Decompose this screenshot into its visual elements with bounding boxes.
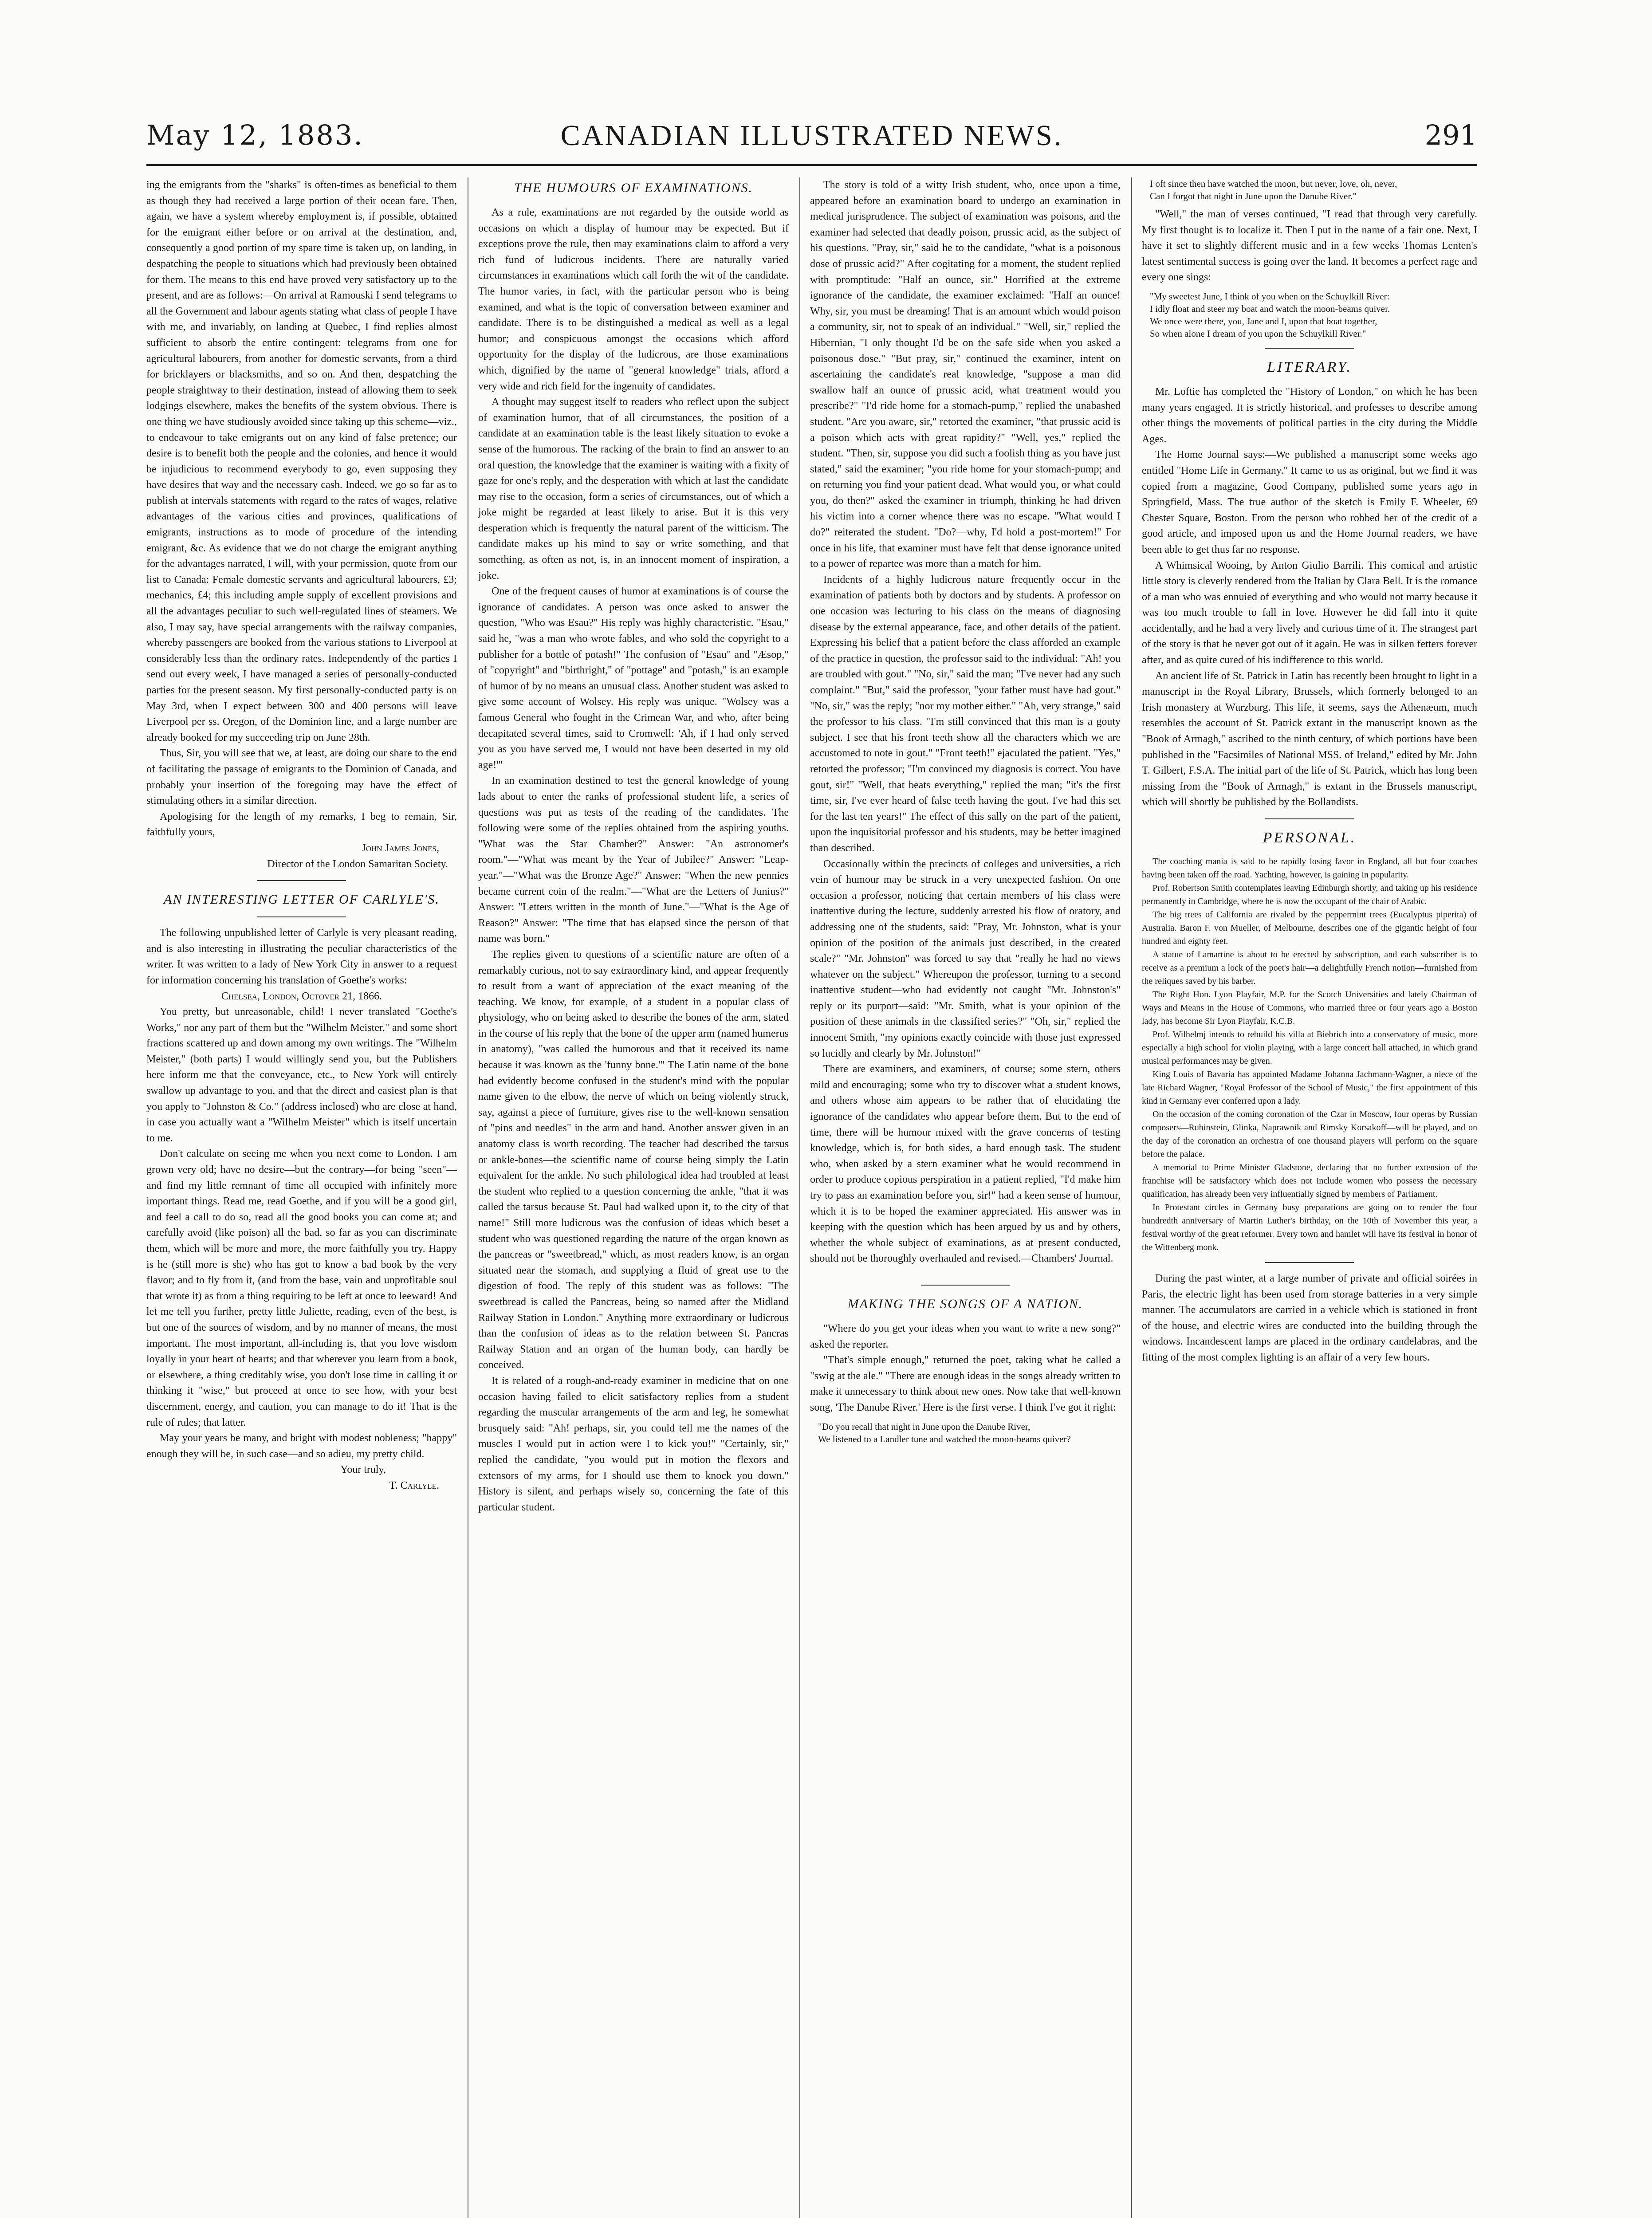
article-paragraph: ing the emigrants from the "sharks" is often-times as beneficial to them as though they had received a large portion of their ocean fare. Then, again, we have a system whereby employment is, if possible, obtained for the emigrant either before or on arrival at the destination, and, consequently a good portion of my spare time is taken up, on landing, in despatching the people to situations which had previously been obtained for them. The means to this end have proved very satisfactory up to the present, and are as follows:—On arrival at Ramouski I send telegrams to all the Government and labour agents stating what class of people I have with me, and invariably, on landing at Quebec, I find replies almost sufficient to absorb the entire contingent: telegrams from one for agricultural labourers, from another for domestic servants, from a third for bricklayers or blacksmiths, and so on. And then, despatching the people straightway to their destination, instead of allowing them to seek lodgings elsewhere, makes the benefits of the system obvious. There is one thing we have studiously avoided since taking up this scheme—viz., to endeavour to take emigrants out on any kind of false pretence; our desire is to benefit both the people and the colonies, and hence it would be injudicious to recommend everybody to go, even supposing they have desires that way and the necessary cash. Indeed, we go so far as to publish at intervals statements with regard to the rates of wages, relative advantages of the various cities and provinces, qualifications of emigrants, instructions as to mode of procedure of the intending emigrant, &c. As evidence that we do not charge the emigrant anything for the advantages narrated, I will, with your permission, quote from our list to Canada: Female domestic servants and agricultural labourers, £3; mechanics, £4; this including ample supply of excellent provisions and all the advantages peculiar to such well-regulated lines of steamers. We also, I may say, have special arrangements with the railway companies, whereby passengers are booked from the various stations to Liverpool at considerably less than the ordinary rates. Independently of the parties I send out every week, I have managed a series of personally-conducted parties for the present season. My first personally-conducted party is on May 3rd, when I expect between 300 and 400 persons will leave Liverpool per ss. Oregon, of the Dominion line, and a large number are already booked for my succeeding trip on June 28th.	[146, 179, 457, 743]
column-1	[146, 177, 457, 2218]
column-3	[810, 177, 1121, 2218]
section-divider	[1265, 1262, 1354, 1263]
article-heading: THE HUMOURS OF EXAMINATIONS.	[514, 181, 753, 195]
letter-dateline: Chelsea, London, Octover 21, 1866.	[221, 990, 382, 1002]
article-paragraph: "Where do you get your ideas when you want to write a new song?" asked the reporter.	[810, 1322, 1121, 1350]
article-paragraph: The replies given to questions of a scientific nature are often of a remarkably curious, not to say extraordinary kind, and appear frequently to result from a want of appreciation of the exact meaning of the teaching. We know, for example, of a student in a popular class of physiology, who on being asked to describe the bones of the arm, stated in the course of his reply that the bone of the upper arm (named humerus in anatomy), "was called the humorous and that it received its name because it was known as the 'funny bone.'" The Latin name of the bone had evidently become confused in the student's mind with the popular name given to the elbow, the nerve of which on being violently struck, say, against a piece of furniture, gives rise to the well-known sensation of "pins and needles" in the arm and hand. Another answer given in an anatomy class is worth recording. The teacher had described the tarsus or ankle-bones—the scientific name of course being simply the Latin equivalent for the ankle. No such philological idea had troubled at least the student who replied to a question concerning the ankle, "that it was called the tarsus because St. Paul had walked upon it, to the city of that name!" Still more ludicrous was the confusion of ideas which beset a student who was questioned regarding the nature of the organ known as the pancreas or "sweetbread," which, as most readers know, is an organ situated near the stomach, and supplying a fluid of great use to the digestion of food. The reply of this student was as follows: "The sweetbread is called the Pancreas, being so named after the Midland Railway Station in London." Anything more extraordinary or ludicrous than the confusion of ideas as to the relation between St. Pancras Railway Station and an organ of the human body, can hardly be conceived.	[478, 948, 789, 1371]
verse-line: Can I forgot that night in June upon the Danube River."	[1150, 191, 1357, 201]
verse-line: I oft since then have watched the moon, but never, love, oh, never,	[1150, 178, 1397, 189]
section-divider	[921, 1285, 1010, 1286]
section-divider	[257, 880, 346, 881]
section-divider	[257, 916, 346, 917]
news-item: Prof. Robertson Smith contemplates leaving Edinburgh shortly, and taking up his residence permanently in Cambridge, where he is now the occupant of the chair of Arabic.	[1142, 883, 1477, 906]
letter-paragraph: May your years be many, and bright with modest nobleness; "happy" enough they will be, in such case—and so adieu, my pretty child.	[146, 1432, 457, 1460]
news-item: In Protestant circles in Germany busy preparations are going on to render the four hundredth anniversary of Martin Luther's birthday, on the 10th of November this year, a festival worthy of the great reformer. Every town and hamlet will have its festival in honor of the Wittenberg monk.	[1142, 1203, 1477, 1252]
article-paragraph: Apologising for the length of my remarks, I beg to remain, Sir, faithfully yours,	[146, 810, 457, 838]
column-divider	[799, 177, 800, 2218]
article-paragraph: There are examiners, and examiners, of course; some stern, others mild and encouraging; some who try to discover what a student knows, and others whose aim appears to be rather that of elucidating the ignorance of the candidates who appear before them. But to the end of time, there will be humour mixed with the grave concerns of testing knowledge, which is, for both sides, a hard enough task. The student who, when asked by a stern examiner what he would recommend in order to produce copious perspiration in a patient replied, "I'd make him try to pass an examination before you, sir!" had a keen sense of humour, which it is to be hoped the examiner appreciated. His answer was in keeping with the question which has been argued by us and by others, whether the whole subject of examinations, as at present conducted, should not be thoroughly overhauled and revised.—Chambers' Journal.	[810, 1063, 1121, 1265]
masthead-rule	[146, 164, 1477, 166]
news-item: Prof. Wilhelmj intends to rebuild his villa at Biebrich into a conservatory of music, more especially a high school for violin playing, with a large concert hall attached, in which grand musical performances may be given.	[1142, 1030, 1477, 1066]
article-paragraph: As a rule, examinations are not regarded by the outside world as occasions on which a display of humour may be expected. But if exceptions prove the rule, then may examinations claim to afford a very rich fund of ludicrous incidents. There are naturally varied circumstances in examinations which call forth the wit of the candidate. The humor varies, in fact, with the particular person who is being examined, and what is the topic of conversation between examiner and candidate. There is to be distinguished a medical as well as a legal humor; and conspicuous amongst the occasions which afford opportunity for the display of the ludicrous, are those examinations which, dignified by the name of "general knowledge" trials, afford a very wide and rich field for the ingenuity of candidates.	[478, 207, 789, 392]
article-paragraph: One of the frequent causes of humor at examinations is of course the ignorance of candidates. A person was once asked to answer the question, "Who was Esau?" His reply was highly characteristic. "Esau," said he, "was a man who wrote fables, and who sold the copyright to a publisher for a bottle of potash!" The confusion of "Esau" and "Æsop," of "copyright" and "birthright," of "pottage" and "potash," is an example of humor of by no means an unusual class. Another student was asked to give some account of Wolsey. His reply was unique. "Wolsey was a famous General who fought in the Crimean War, and who, after being decapitated several times, said to Cromwell: 'Ah, if I had only served you as you have served me, I would not have been deserted in my old age!'"	[478, 586, 789, 771]
article-paragraph: The Home Journal says:—We published a manuscript some weeks ago entitled "Home Life in Germany." It came to us as original, but we find it was copied from a magazine, Good Company, published some years ago in Springfield, Mass. The true author of the sketch is Emily F. Wheeler, 69 Chester Square, Boston. From the person who robbed her of the credit of a good article, and imposed upon us and the Home Journal readers, we have been able to get thus far no response.	[1142, 449, 1477, 555]
column-divider	[1131, 177, 1132, 2218]
section-heading-personal: PERSONAL.	[1263, 830, 1357, 846]
page-number: 291	[1424, 119, 1477, 151]
article-paragraph: An ancient life of St. Patrick in Latin has recently been brought to light in a manuscript in the Royal Library, Brussels, which formerly belonged to an Irish monastery at Wurzburg. This life, it seems, says the Athenæum, much resembles the account of St. Patrick extant in the manuscript known as the "Book of Armagh," ascribed to the ninth century, of which portions have been published in the "Facsimiles of National MSS. of Ireland," edited by Mr. John T. Gilbert, F.S.A. The initial part of the life of St. Patrick, which has long been missing from the "Book of Armagh," is extant in the Brussels manuscript, which will shortly be published by the Bollandists.	[1142, 670, 1477, 808]
news-item: The big trees of California are rivaled by the peppermint trees (Eucalyptus piperita) of Australia. Baron F. von Mueller, of Melbourne, describes one of the gigantic height of four hundred and eighty feet.	[1142, 910, 1477, 946]
article-paragraph: During the past winter, at a large number of private and official soirées in Paris, the electric light has been used from storage batteries in a very simple manner. The accumulators are carried in a vehicle which is stationed in front of the house, and electric wires are conducted into the building through the windows. Incandescent lamps are placed in the ordinary candelabras, and the fitting of the most complex lighting is an affair of a very few hours.	[1142, 1273, 1477, 1363]
section-heading-literary: LITERARY.	[1267, 358, 1352, 375]
issue-date: May 12, 1883.	[146, 119, 364, 151]
article-paragraph: It is related of a rough-and-ready examiner in medicine that on one occasion having failed to elicit satisfactory replies from a student regarding the muscular arrangements of the arm and leg, he somewhat brusquely said: "Ah! perhaps, sir, you could tell me the names of the muscles I would put in action were I to kick you!" "Certainly, sir," replied the candidate, "you would put in motion the flexors and extensors of my arms, for I should use them to knock you down." History is silent, and perhaps wisely so, concerning the fate of this particular student.	[478, 1375, 789, 1513]
verse-line: We listened to a Landler tune and watched the moon-beams quiver?	[818, 1433, 1071, 1444]
song-verse	[1150, 177, 1477, 202]
verse-line: "Do you recall that night in June upon the Danube River,	[818, 1421, 1031, 1432]
masthead	[146, 119, 1477, 159]
article-paragraph: The following unpublished letter of Carlyle is very pleasant reading, and is also interesting in illustrating the peculiar characteristics of the writer. It was written to a lady of New York City in answer to a request for information concerning his translation of Goethe's works:	[146, 927, 457, 986]
news-item: A statue of Lamartine is about to be erected by subscription, and each subscriber is to receive as a premium a lock of the poet's hair—a delightfully French notion—furnished from the reliques saved by his barber.	[1142, 950, 1477, 986]
news-item: A memorial to Prime Minister Gladstone, declaring that no further extension of the franchise will be satisfactory which does not include women who possess the necessary qualification, has already been very influentially signed by members of Parliament.	[1142, 1163, 1477, 1199]
column-4	[1142, 177, 1477, 2218]
article-paragraph: A Whimsical Wooing, by Anton Giulio Barrili. This comical and artistic little story is cleverly rendered from the Italian by Clara Bell. It is the romance of a man who was ennuied of everything and who would not marry because it was too much trouble to fall in love. However he did fall into it quite accidentally, and he had a very lively and curious time of it. The strangest part of the story is that he never got out of it again. He was in silken fetters forever after, and as quite cured of his indifference to this world.	[1142, 559, 1477, 666]
letter-signature: T. Carlyle.	[389, 1479, 439, 1491]
letter-closing: Your truly,	[340, 1464, 386, 1476]
news-item: On the occasion of the coming coronation of the Czar in Moscow, four operas by Russian composers—Rubinstein, Glinka, Naprawnik and Rimsky Korsakoff—will be played, and on the day of the coronation an orchestra of one thousand players will perform on the square before the palace.	[1142, 1109, 1477, 1159]
section-divider	[1265, 818, 1354, 819]
article-paragraph: Mr. Loftie has completed the "History of London," on which he has been many years engaged. It is strictly historical, and professes to describe among other things the movements of political parties in the city during the Middle Ages.	[1142, 385, 1477, 445]
song-verse	[818, 1420, 1121, 1445]
newspaper-title: CANADIAN ILLUSTRATED NEWS.	[560, 119, 1063, 152]
letter-paragraph: Don't calculate on seeing me when you next come to London. I am grown very old; have no desire—but the contrary—for being "seen"—and find my little remnant of time all occupied with infinitely more important things. Read me, read Goethe, and if you will be a good girl, and feel a call to do so, read all the good books you can come at; and carefully avoid (like poison) all the bad, so far as you can discriminate them, which will be more and more, the more faithfully you try. Happy is he (still more is she) who has got to know a bad book by the very flavor; and to fly from it, (and from the base, vain and unprofitable soul that wrote it) as from a thing requiring to be left at once to leeward! And let me tell you further, pretty little Juliette, reading, even of the best, is but one of the sources of wisdom, and by no manner of means, the most important. The most important, all-including is, that you love wisdom loyally in your heart of hearts; and that wherever you learn from a book, or elsewhere, a thing creditably wise, you don't lose time in calling it or thinking it "wise," but proceed at once to see how, with your best discernment, energy, and caution, you can manage to do it! That is the rule of rules; that latter.	[146, 1148, 457, 1428]
news-item: The Right Hon. Lyon Playfair, M.P. for the Scotch Universities and lately Chairman of Ways and Means in the House of Commons, who married three or four years ago a Boston lady, has become Sir Lyon Playfair, K.C.B.	[1142, 990, 1477, 1026]
article-heading: MAKING THE SONGS OF A NATION.	[847, 1296, 1083, 1311]
personal-items	[1142, 855, 1477, 1254]
verse-line: We once were there, you, Jane and I, upon that boat together,	[1150, 315, 1377, 326]
news-item: The coaching mania is said to be rapidly losing favor in England, all but four coaches having been taken off the road. Yachting, however, is gaining in popularity.	[1142, 857, 1477, 880]
article-paragraph: Incidents of a highly ludicrous nature frequently occur in the examination of patients both by doctors and by students. A professor on one occasion was lecturing to his class on the means of diagnosing disease by the external appearance, face, and other details of the patient. Expressing his belief that a patient before the class afforded an example of the practice in question, the professor said to the individual: "Ah! you are troubled with gout." "No, sir," said the man; "I've never had any such complaint." "But," said the professor, "your father must have had gout." "No, sir," was the reply; "nor my mother either." "Ah, very strange," said the professor to his class. "I'm still convinced that this man is a gouty subject. I see that his front teeth show all the characters which we are accustomed to note in gout." "Front teeth!" ejaculated the patient. "Yes," retorted the professor; "I'm convinced my diagnosis is correct. You have gout, sir!" "Well, that beats everything," replied the man; "it's the first time, sir, I've ever heard of false teeth having the gout. I've had this set for the last ten years!" The effect of this sally on the part of the patient, upon the inquisitorial professor and his students, may be better imagined than described.	[810, 574, 1121, 854]
song-verse	[1150, 290, 1477, 340]
signature-title: Director of the London Samaritan Society.	[267, 858, 448, 870]
news-item: King Louis of Bavaria has appointed Madame Johanna Jachmann-Wagner, a niece of the late Richard Wagner, "Royal Professor of the School of Music," the first appointment of this kind in Germany ever conferred upon a lady.	[1142, 1070, 1477, 1106]
section-divider	[1265, 348, 1354, 349]
article-paragraph: "Well," the man of verses continued, "I read that through very carefully. My first thought is to localize it. Then I put in the name of a fair one. Next, I have it set to slightly different music and in a few weeks Thomas Lenten's latest sentimental success is going over the land. It becomes a perfect rage and every one sings:	[1142, 208, 1477, 283]
column-2	[478, 177, 789, 2218]
verse-line: "My sweetest June, I think of you when on the Schuylkill River:	[1150, 291, 1390, 302]
article-paragraph: A thought may suggest itself to readers who reflect upon the subject of examination humor, that of all circumstances, the position of a candidate at an examination table is the least likely situation to evoke a sense of the humorous. The racking of the brain to find an answer to an oral question, the knowledge that the examiner is waiting with a fixity of gaze for one's reply, and the desperation with which at last the candidate may rise to the occasion, form a series of circumstances, out of which a joke might be regarded at least likely to arise. But it is this very desperation which is frequently the natural parent of the witticism. The candidate makes up his mind to say or write something, and that something, as often as not, is, in an innocent moment of inspiration, a joke.	[478, 396, 789, 582]
article-paragraph: Occasionally within the precincts of colleges and universities, a rich vein of humour may be struck in a very unexpected fashion. On one occasion a professor, noticing that certain members of his class were inattentive during the lecture, suddenly arrested his flow of oratory, and addressing one of the students, said: "Pray, Mr. Johnston, what is your opinion of the position of the animals just described, in the created scale?" "Mr. Johnston" was forced to say that "really he had no views whatever on the subject." Whereupon the professor, turning to a second inattentive student—who had evidently not caught "Mr. Johnston's" reply or its purport—said: "Mr. Smith, what is your opinion of the position of these animals in the classified series?" "Oh, sir," replied the innocent Smith, "my opinions exactly coincide with those just expressed so lucidly and clearly by Mr. Johnston!"	[810, 858, 1121, 1059]
article-paragraph: The story is told of a witty Irish student, who, once upon a time, appeared before an examination board to undergo an examination in medical jurisprudence. The subject of examination was poisons, and the examiner had selected that deadly poison, prussic acid, as the subject of his questions. "Pray, sir," said he to the candidate, "what is a poisonous dose of prussic acid?" After cogitating for a moment, the student replied with promptitude: "Half an ounce, sir." Horrified at the extreme ignorance of the candidate, the examiner exclaimed: "Half an ounce! Why, sir, you must be dreaming! That is an amount which would poison a community, sir, not to speak of an individual." "Well, sir," replied the Hibernian, "I only thought I'd be on the safe side when you asked a poisonous dose." "But pray, sir," continued the examiner, intent on ascertaining the candidate's real knowledge, "suppose a man did swallow half an ounce of prussic acid, what treatment would you prescribe?" "I'd ride home for a stomach-pump," replied the unabashed student. "Are you aware, sir," retorted the examiner, "that prussic acid is a poison which acts with great rapidity?" "Well, yes," replied the student. "Then, sir, suppose you did such a foolish thing as you have just stated," said the examiner; "you ride home for your stomach-pump; and on returning you find your patient dead. What would you, or what could you, do then?" asked the examiner in triumph, thinking he had driven his victim into a corner whence there was no escape. "What would I do?" reiterated the student. "Do?—why, I'd hold a post-mortem!" For once in his life, that examiner must have felt that dense ignorance united to a power of repartee was more than a match for him.	[810, 179, 1121, 570]
article-paragraph: Thus, Sir, you will see that we, at least, are doing our share to the end of facilitating the passage of emigrants to the Dominion of Canada, and probably your insertion of the foregoing may have the effect of stimulating others in a similar direction.	[146, 747, 457, 807]
letter-signature: John James Jones,	[362, 842, 439, 854]
letter-paragraph: You pretty, but unreasonable, child! I never translated "Goethe's Works," nor any part of them but the "Wilhelm Meister," and some short fractions scattered up and down among my own writings. The "Wilhelm Meister," (both parts) I would willingly send you, but the Publishers here inform me that the conveyance, etc., to New York will entirely swallow up advantage to you, and that the direct and easiest plan is that you apply to "Johnston & Co." (address inclosed) who are close at hand, in case you actually want a "Wilhelm Meister" which is itself uncertain to me.	[146, 1006, 457, 1144]
article-paragraph: "That's simple enough," returned the poet, taking what he called a "swig at the ale." "There are enough ideas in the songs already written to make it unnecessary to think about new ones. Now take that well-known song, 'The Danube River.' Here is the first verse. I think I've got it right:	[810, 1354, 1121, 1413]
verse-line: So when alone I dream of you upon the Schuylkill River."	[1150, 328, 1366, 339]
verse-line: I idly float and steer my boat and watch the moon-beams quiver.	[1150, 303, 1390, 314]
article-heading: AN INTERESTING LETTER OF CARLYLE'S.	[164, 892, 440, 907]
article-paragraph: In an examination destined to test the general knowledge of young lads about to enter the ranks of professional student life, a series of questions was put as tests of the reading of the candidates. The following were some of the replies obtained from the aspiring youths. "What was the Star Chamber?" Answer: "An astronomer's room."—"What was meant by the Year of Jubilee?" Answer: "Leap-year."—"What was the Bronze Age?" Answer: "When the new pennies became current coin of the realm."—"What are the Letters of Junius?" Answer: "Letters written in the month of June."—"What is the Age of Reason?" Answer: "The time that has elapsed since the person of that name was born."	[478, 775, 789, 945]
